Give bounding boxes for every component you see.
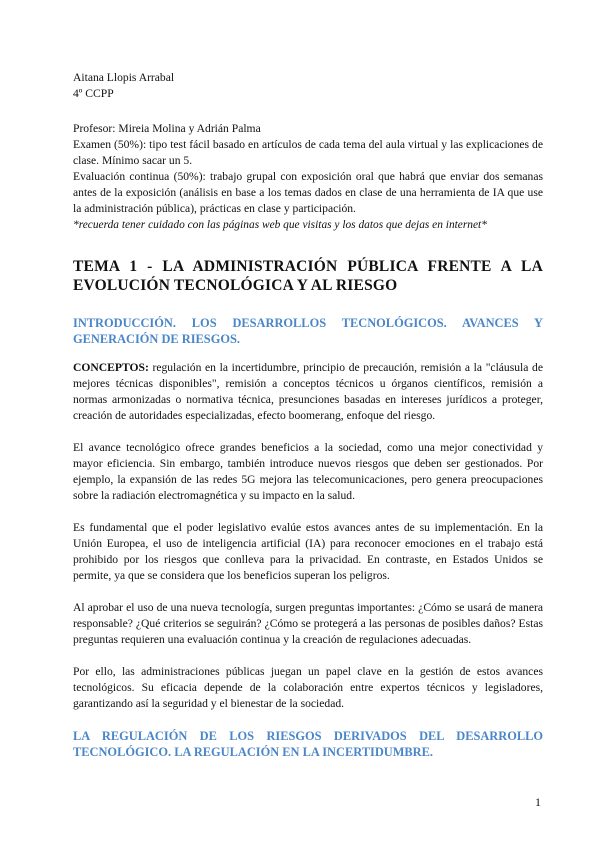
page-content <box>73 70 543 760</box>
body-paragraph: Es fundamental que el poder legislativo evalúe estos avances antes de su implementación. En la Unión Europea, el uso de inteligencia artificial (IA) para reconocer emociones en el trabajo está prohibido por los riesgos que conlleva para la privacidad. En contraste, en Estados Unidos se permite, ya que se considera que los beneficios superan los peligros. <box>73 521 543 582</box>
continuous-evaluation-info: Evaluación continua (50%): trabajo grupal con exposición oral que habrá que enviar dos semanas antes de la exposición (análisis en base a los temas dados en clase de una herramienta de IA que use la administración pública), prácticas en clase y participación. <box>73 170 543 215</box>
reminder-note: *recuerda tener cuidado con las páginas web que visitas y los datos que dejas en internet* <box>73 219 487 231</box>
section-title-introduccion: INTRODUCCIÓN. LOS DESARROLLOS TECNOLÓGICOS. AVANCES Y GENERACIÓN DE RIESGOS. <box>73 316 543 346</box>
body-paragraph: El avance tecnológico ofrece grandes beneficios a la sociedad, como una mejor conectividad y mayor eficiencia. Sin embargo, también introduce nuevos riesgos que deben ser gestionados. Por ejemplo, la expansión de las redes 5G mejora las telecomunicaciones, pero genera preocupaciones sobre la radiación electromagnética y su impacto en la salud. <box>73 441 543 502</box>
exam-info: Examen (50%): tipo test fácil basado en artículos de cada tema del aula virtual y las explicaciones de clase. Mínimo sacar un 5. <box>73 138 543 167</box>
tema-title: TEMA 1 - LA ADMINISTRACIÓN PÚBLICA FRENTE A LA EVOLUCIÓN TECNOLÓGICA Y AL RIESGO <box>73 258 543 294</box>
professor-line: Profesor: Mireia Molina y Adrián Palma <box>73 122 261 135</box>
section-title-regulacion: LA REGULACIÓN DE LOS RIESGOS DERIVADOS DEL DESARROLLO TECNOLÓGICO. LA REGULACIÓN EN LA INCERTIDUMBRE. <box>73 729 543 759</box>
conceptos-paragraph <box>73 360 543 424</box>
conceptos-label: CONCEPTOS: <box>73 361 149 374</box>
body-paragraph: Por ello, las administraciones públicas juegan un papel clave en la gestión de estos avances tecnológicos. Su eficacia depende de la colaboración entre expertos técnicos y legisladores, garantizando así la seguridad y el bienestar de la sociedad. <box>73 665 543 710</box>
conceptos-text: regulación en la incertidumbre, principio de precaución, remisión a la "cláusula de mejores técnicas disponibles", remisión a conceptos técnicos u órganos científicos, remisión a normas armonizadas o normativa técnica, presunciones basadas en intereses jurídicos a proteger, creación de autoridades especializadas, efecto boomerang, enfoque del riesgo. <box>73 361 543 422</box>
body-paragraph: Al aprobar el uso de una nueva tecnología, surgen preguntas importantes: ¿Cómo se usará de manera responsable? ¿Qué criterios se seguirán? ¿Cómo se protegerá a las personas de posibles daños? Estas preguntas requieren una evaluación continua y la creación de regulaciones adecuadas. <box>73 601 543 646</box>
course-label: 4º CCPP <box>73 87 114 100</box>
student-name: Aitana Llopis Arrabal <box>73 71 175 84</box>
page-number: 1 <box>535 795 541 809</box>
